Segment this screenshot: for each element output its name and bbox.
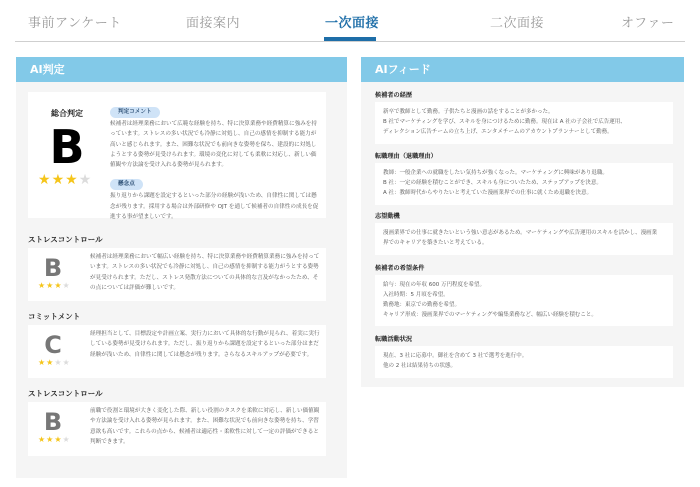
feed-section-title: 候補者の経歴: [375, 92, 413, 99]
star-filled-icon: ★: [46, 358, 55, 367]
star-filled-icon: ★: [38, 435, 47, 444]
criteria-title: ストレスコントロール: [28, 235, 103, 244]
criteria-text: 経理担当として、目標設定や計画立案、実行力において具体的な行動が見られ、着実に実行している姿勢が見受けられます。ただし、振り返りから課題を設定するといった部分はまだ経験が浅いため、自律性に関しては懸念が残ります。さらなるスキルアップが必要です。: [90, 331, 320, 358]
feed-section-title: 転職活動状況: [375, 336, 413, 343]
star-empty-icon: ★: [62, 281, 71, 290]
feed-line: 漫画業界での仕事に就きたいという強い意志があるため。マーケティングや広告運用のスキルを活かし、漫画業: [383, 230, 658, 236]
star-filled-icon: ★: [38, 358, 47, 367]
active-tab-indicator: [324, 37, 376, 41]
tab-pre-survey[interactable]: 事前アンケート: [28, 16, 122, 31]
feed-line: キャリア形成：漫画業界でのマーケティングや編集業務など、幅広い経験を積むこと。: [383, 312, 597, 318]
feed-line: B 社でマーケティングを学び、スキルを身につけるために勤務。現在は A 社の子会社で広告運用、: [383, 119, 626, 125]
star-empty-icon: ★: [78, 172, 93, 188]
criteria-title: コミットメント: [28, 312, 81, 321]
criteria-title: ストレスコントロール: [28, 389, 103, 398]
star-filled-icon: ★: [38, 281, 47, 290]
star-empty-icon: ★: [62, 358, 71, 367]
feed-section-title: 志望動機: [375, 213, 400, 220]
feed-line: B 社：一定の経験を積むことができ、スキルも身についたため、ステップアップを決意。: [383, 180, 602, 186]
feed-line: 界でのキャリアを築きたいと考えている。: [383, 240, 488, 246]
feed-line: 入社時期：5 月頃を希望。: [383, 292, 449, 298]
star-filled-icon: ★: [46, 281, 55, 290]
feed-line: 教師：一般企業への就職をしたい気持ちが強くなった。マーケティングに興味があり退職。: [383, 170, 608, 176]
star-filled-icon: ★: [46, 435, 55, 444]
criteria-star-rating: [38, 281, 71, 290]
feed-section-title: 転職理由（退職理由）: [375, 153, 437, 160]
tab-first-interview[interactable]: 一次面接: [325, 16, 380, 31]
feed-line: 給与：現在の年収 600 万円程度を希望。: [383, 282, 485, 288]
criteria-star-rating: [38, 358, 71, 367]
ai-feed-panel: [361, 57, 684, 387]
star-filled-icon: ★: [54, 281, 63, 290]
feed-section-card: [375, 102, 673, 144]
tab-offer[interactable]: オファー: [621, 16, 675, 31]
feed-line: 他の 2 社は結果待ちの状態。: [383, 363, 456, 369]
feed-line: 勤務地：東京での勤務を希望。: [383, 302, 461, 308]
judgement-comment-text: 候補者は経理業務において広範な経験を持ち、特に決算業務や経費精算に強みを持っています。ストレスの多い状況でも冷静に対処し、自己の感情を抑制する能力が高いと感じられます。また、困難な状況でも前向きな姿勢を保ち、建設的に対処しようとする姿勢が見受けられます。環境の変化に対しても柔軟に対応し、新しい価値観や方法論を受け入れる姿勢が見られます。: [110, 121, 317, 169]
overall-judgement-card: [28, 92, 326, 221]
feed-section-title: 候補者の希望条件: [375, 265, 425, 272]
feed-line: A 社：教師時代からやりたいと考えていた漫画業界での仕事に就くため退職を決意。: [383, 190, 593, 196]
concern-text: 振り返りから課題を設定するといった部分の経験が浅いため、自律性に関しては懸念が残ります。採用する場合は外部研修や OJT を通して候補者の自律性の成長を促進する事が望ましいです。: [110, 193, 319, 221]
feed-section-card: [375, 275, 673, 326]
ai-judgement-panel: [16, 57, 347, 478]
star-empty-icon: ★: [62, 435, 71, 444]
ai-feed-title: AIフィード: [361, 57, 684, 82]
feed-section-card: [375, 223, 673, 255]
criteria-grade: B: [43, 408, 63, 436]
judgement-comment-badge: 判定コメント: [110, 107, 160, 118]
criteria-text: 候補者は経理業務において幅広い経験を持ち、特に決算業務や経費精算業務に強みを持っています。ストレスの多い状況でも冷静に対処し、自己の感情を抑制する能力がうとする姿勢が見受けられます。ただし、ストレス発散方法についての具体的な言及がなかったため、その点については評価が難しいです。: [90, 254, 320, 291]
star-filled-icon: ★: [54, 435, 63, 444]
ai-judgement-title: AI判定: [16, 57, 347, 82]
concern-badge: 懸念点: [110, 179, 143, 190]
star-empty-icon: ★: [54, 358, 63, 367]
criteria-grade: C: [44, 331, 62, 359]
criteria-star-rating: [38, 435, 71, 444]
feed-section-card: [375, 346, 673, 378]
star-filled-icon: ★: [51, 172, 66, 188]
feed-line: ディレクション広告チームの立ち上げ、エンタメチームのアカウントプランナーとして勤務。: [383, 129, 613, 135]
criteria-grade: B: [43, 254, 63, 282]
criteria-text: 前職で役割と環境が大きく変化した際、新しい役割のタスクを柔軟に対応し、新しい価値観や方法論を受け入れる姿勢が見られます。また、困難な状況でも前向きな姿勢を持ち、学習意欲も高いです。これらの点から、候補者は適応性・柔軟性に対して一定の評価ができると判断できます。: [90, 408, 320, 445]
star-filled-icon: ★: [65, 172, 79, 188]
tab-interview-guide[interactable]: 面接案内: [186, 16, 241, 31]
feed-section-card: [375, 163, 673, 205]
overall-star-rating: [38, 172, 92, 188]
overall-judgement-label: 総合判定: [51, 109, 83, 118]
tab-second-interview[interactable]: 二次面接: [490, 16, 545, 31]
overall-grade: B: [49, 120, 85, 174]
feed-line: 現在、3 社に応募中。御社を含めて 3 社で選考を進行中。: [383, 353, 528, 359]
criteria-card: [28, 325, 326, 378]
star-filled-icon: ★: [38, 172, 52, 188]
criteria-card: [28, 248, 326, 301]
feed-line: 新卒で教師として勤務。子供たちと漫画の話をすることが多かった。: [383, 109, 554, 115]
criteria-card: [28, 402, 326, 456]
interview-stage-tabs: [15, 0, 685, 42]
